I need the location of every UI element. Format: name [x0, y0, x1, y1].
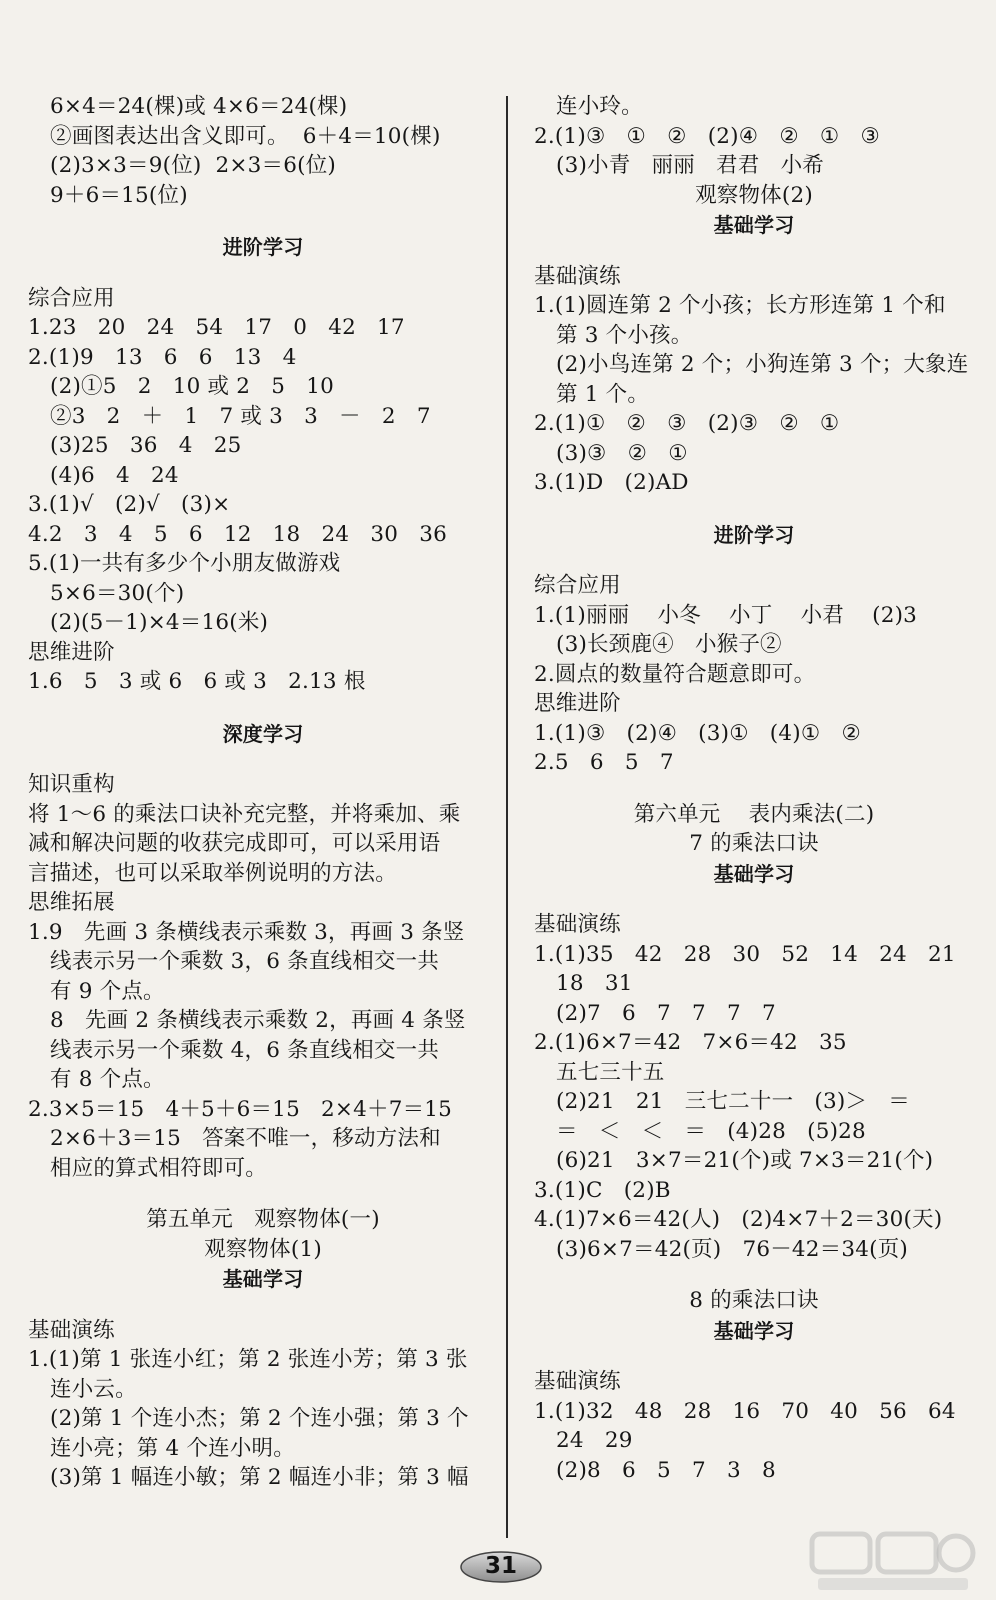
answer-line: 18 31: [556, 971, 633, 996]
section-heading: 进阶学习: [222, 235, 304, 259]
answer-line: (3)第 1 幅连小敏；第 2 幅连小非；第 3 幅: [50, 1465, 469, 1490]
answer-line: 3.(1)C (2)B: [534, 1177, 671, 1203]
answer-line: 言描述，也可以采取举例说明的方法。: [28, 860, 397, 886]
column-divider: [506, 96, 508, 1538]
watermark-logo-icon: [808, 1528, 978, 1594]
answer-line: 9＋6＝15(位): [50, 182, 188, 208]
answer-line: 综合应用: [28, 285, 115, 311]
answer-line: (2)7 6 7 7 7 7: [556, 1000, 776, 1026]
answer-line: 1.(1)③ (2)④ (3)① (4)① ②: [534, 720, 861, 746]
answer-line: (2)小鸟连第 2 个；小狗连第 3 个；大象连: [556, 352, 969, 377]
answer-line: (2)①5 2 10 或 2 5 10: [50, 374, 334, 399]
answer-line: 五七三十五: [556, 1059, 665, 1085]
answer-line: 2.圆点的数量符合题意即可。: [534, 661, 816, 687]
answer-line: 24 29: [556, 1428, 633, 1453]
answer-line: 2.(1)③ ① ② (2)④ ② ① ③: [534, 123, 880, 149]
section-heading: 进阶学习: [713, 522, 795, 547]
answer-line: 5.(1)一共有多少个小朋友做游戏: [28, 551, 341, 576]
answer-line: 思维进阶: [534, 691, 621, 716]
answer-line: (2)第 1 个连小杰；第 2 个连小强；第 3 个: [50, 1406, 469, 1431]
answer-line: 1.(1)圆连第 2 个小孩；长方形连第 1 个和: [534, 293, 946, 318]
section-heading: 基础学习: [713, 861, 795, 886]
answer-line: 第 1 个。: [556, 381, 650, 407]
page-number: 31: [484, 1553, 517, 1579]
answer-line: 1.(1)32 48 28 16 70 40 56 64: [534, 1398, 956, 1424]
answer-line: 2.(1)① ② ③ (2)③ ② ①: [534, 411, 840, 436]
answer-line: 8 先画 2 条横线表示乘数 2，再画 4 条竖: [50, 1008, 466, 1033]
answer-line: 有 8 个点。: [50, 1067, 165, 1092]
page-number-badge: [459, 1550, 543, 1584]
section-heading: 基础学习: [713, 1318, 795, 1343]
answer-line: 2.5 6 5 7: [534, 750, 674, 775]
answer-line: (3)25 36 4 25: [50, 433, 242, 458]
answer-line: 1.9 先画 3 条横线表示乘数 3，再画 3 条竖: [28, 919, 465, 945]
answer-line: ＝ ＜ ＜ ＝ (4)28 (5)28: [556, 1118, 866, 1144]
answer-line: 1.23 20 24 54 17 0 42 17: [28, 315, 405, 340]
answer-line: 2.3×5＝15 4＋5＋6＝15 2×4＋7＝15: [28, 1096, 453, 1122]
answer-line: 1.6 5 3 或 6 6 或 3 2.13 根: [28, 669, 366, 694]
answer-line: 2×6＋3＝15 答案不唯一，移动方法和: [50, 1126, 441, 1151]
answer-line: 线表示另一个乘数 3，6 条直线相交一共: [50, 949, 440, 974]
answer-line: 6×4＝24(棵)或 4×6＝24(棵): [50, 94, 348, 119]
section-title: 第五单元 观察物体(一): [146, 1207, 380, 1232]
answer-line: 减和解决问题的收获完成即可，可以采用语: [28, 831, 441, 856]
answer-line: 连小亮；第 4 个连小明。: [50, 1435, 295, 1461]
section-heading: 深度学习: [222, 721, 304, 746]
section-title: 观察物体(1): [204, 1236, 322, 1262]
answer-line: 2.(1)9 13 6 6 13 4: [28, 344, 297, 370]
answer-line: ②画图表达出含义即可。 6＋4＝10(棵): [50, 123, 441, 149]
answer-line: (2)(5－1)×4＝16(米): [50, 610, 269, 635]
answer-line: 5×6＝30(个): [50, 580, 185, 606]
section-title: 7 的乘法口诀: [689, 831, 819, 856]
answer-line: (6)21 3×7＝21(个)或 7×3＝21(个): [556, 1148, 934, 1173]
answer-line: 将 1～6 的乘法口诀补充完整，并将乘加、乘: [28, 801, 461, 827]
section-heading: 基础学习: [222, 1267, 304, 1291]
answer-line: 1.(1)丽丽 小冬 小丁 小君 (2)3: [534, 602, 918, 628]
answer-line: 1.(1)第 1 张连小红；第 2 张连小芳；第 3 张: [28, 1347, 468, 1372]
answer-line: 知识重构: [28, 772, 115, 797]
answer-line: (3)长颈鹿④ 小猴子②: [556, 632, 782, 657]
answer-line: (3)③ ② ①: [556, 440, 688, 466]
answer-line: 4.2 3 4 5 6 12 18 24 30 36: [28, 521, 448, 547]
answer-line: 1.(1)35 42 28 30 52 14 24 21: [534, 941, 956, 967]
answer-line: (3)小青 丽丽 君君 小希: [556, 153, 824, 178]
answer-line: ②3 2 ＋ 1 7 或 3 3 － 2 7: [50, 403, 431, 429]
section-heading: 基础学习: [713, 213, 795, 237]
answer-line: 4.(1)7×6＝42(人) (2)4×7＋2＝30(天): [534, 1207, 943, 1232]
answer-line: (2)3×3＝9(位) 2×3＝6(位): [50, 153, 336, 178]
answer-line: 3.(1)√ (2)√ (3)×: [28, 492, 231, 517]
answer-line: 连小玲。: [556, 94, 643, 119]
section-title: 8 的乘法口诀: [689, 1288, 819, 1313]
answer-line: 第 3 个小孩。: [556, 322, 693, 348]
answer-line: 线表示另一个乘数 4，6 条直线相交一共: [50, 1037, 440, 1063]
answer-line: 思维进阶: [28, 639, 115, 665]
answer-line: 基础演练: [28, 1317, 115, 1343]
answer-line: 有 9 个点。: [50, 978, 165, 1004]
answer-line: 连小云。: [50, 1376, 137, 1402]
answer-line: 基础演练: [534, 912, 621, 937]
answer-line: 相应的算式相符即可。: [50, 1155, 268, 1181]
answer-line: (2)8 6 5 7 3 8: [556, 1457, 776, 1483]
answer-line: 基础演练: [534, 1369, 621, 1394]
answer-line: 2.(1)6×7＝42 7×6＝42 35: [534, 1030, 847, 1055]
answer-line: (3)6×7＝42(页) 76－42＝34(页): [556, 1236, 909, 1262]
answer-line: 基础演练: [534, 263, 621, 289]
answer-line: 3.(1)D (2)AD: [534, 470, 689, 495]
answer-line: (4)6 4 24: [50, 462, 179, 488]
answer-line: 综合应用: [534, 573, 621, 598]
answer-line: (2)21 21 三七二十一 (3)＞ ＝: [556, 1089, 910, 1114]
section-title: 第六单元 表内乘法(二): [633, 801, 875, 827]
answer-line: 思维拓展: [28, 890, 115, 915]
section-title: 观察物体(2): [695, 182, 813, 208]
